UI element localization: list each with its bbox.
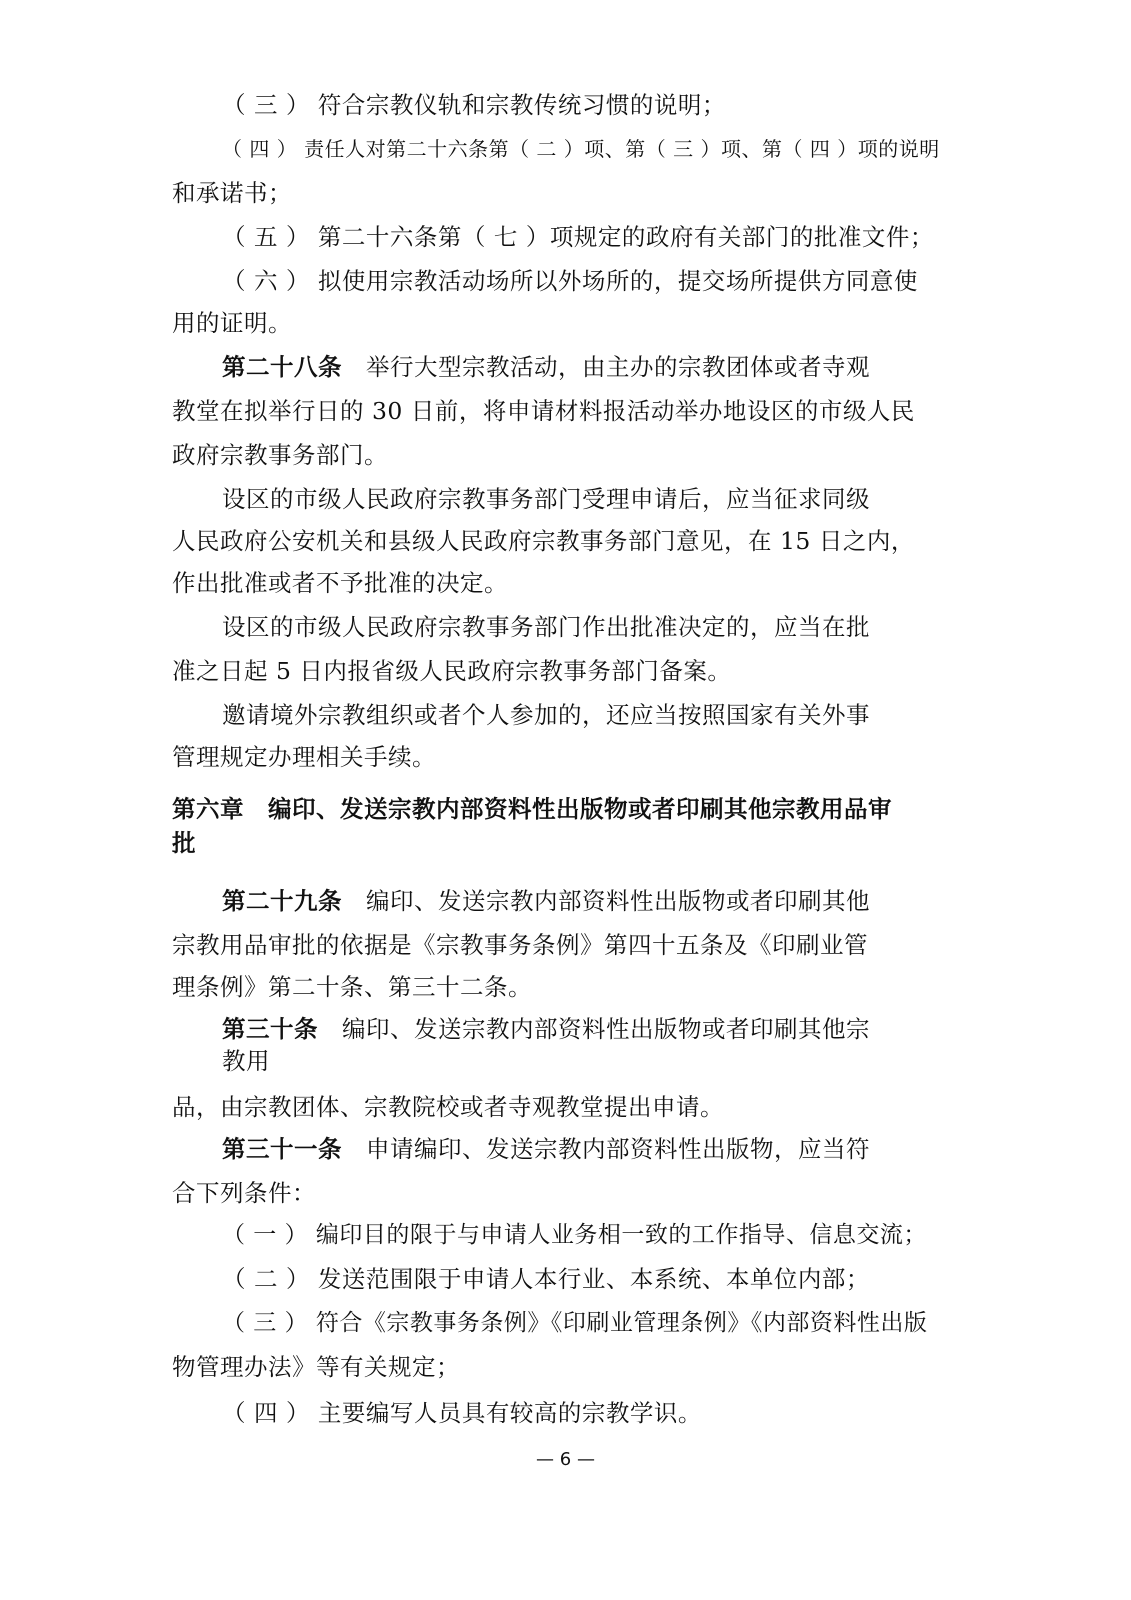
text-line: 准之日起 5 日内报省级人民政府宗教事务部门备案。 (172, 657, 732, 685)
text-line: 和承诺书； (172, 179, 292, 207)
text-line: 人民政府公安机关和县级人民政府宗教事务部门意见，在 15 日之内， (172, 527, 915, 555)
text-line: （ 三 ） 符合宗教仪轨和宗教传统习惯的说明； (222, 91, 726, 119)
text-line: 合下列条件： (172, 1179, 316, 1207)
article-heading: 第三十条 (222, 1015, 318, 1043)
text-line: 宗教用品审批的依据是《宗教事务条例》第四十五条及《印刷业管 (172, 931, 868, 959)
text-line: （ 四 ） 责任人对第二十六条第（ 二 ）项、第（ 三 ）项、第（ 四 ）项的说明 (222, 137, 940, 161)
article-31 (222, 1132, 870, 1166)
text-line: （ 六 ） 拟使用宗教活动场所以外场所的，提交场所提供方同意使 (222, 267, 918, 295)
article-29 (222, 884, 870, 918)
article-text: 编印、发送宗教内部资料性出版物或者印刷其他 (366, 887, 870, 915)
article-text: 编印、发送宗教内部资料性出版物或者印刷其他宗 (342, 1015, 870, 1043)
article-text: 申请编印、发送宗教内部资料性出版物，应当符 (366, 1135, 870, 1163)
text-line: 教堂在拟举行日的 30 日前，将申请材料报活动举办地设区的市级人民 (172, 397, 915, 425)
chapter-heading: 第六章 编印、发送宗教内部资料性出版物或者印刷其他宗教用品审 (172, 795, 892, 823)
chapter-heading-cont: 批 (172, 829, 196, 857)
article-text: 举行大型宗教活动，由主办的宗教团体或者寺观 (366, 353, 870, 381)
text-line: （ 四 ） 主要编写人员具有较高的宗教学识。 (222, 1399, 702, 1427)
text-line: 邀请境外宗教组织或者个人参加的，还应当按照国家有关外事 (222, 701, 870, 729)
text-line: 设区的市级人民政府宗教事务部门作出批准决定的，应当在批 (222, 613, 870, 641)
page-number: — 6 — (536, 1449, 595, 1470)
text-line: （ 五 ） 第二十六条第（ 七 ）项规定的政府有关部门的批准文件； (222, 223, 934, 251)
text-line: （ 一 ） 编印目的限于与申请人业务相一致的工作指导、信息交流； (222, 1222, 927, 1248)
article-heading: 第三十一条 (222, 1135, 342, 1163)
article-30 (222, 1012, 870, 1046)
article-28 (222, 350, 870, 384)
text-line: 设区的市级人民政府宗教事务部门受理申请后，应当征求同级 (222, 485, 870, 513)
text-line: 政府宗教事务部门。 (172, 441, 388, 469)
text-line: （ 三 ） 符合《宗教事务条例》《印刷业管理条例》《内部资料性出版 (222, 1310, 928, 1336)
text-line: 品，由宗教团体、宗教院校或者寺观教堂提出申请。 (172, 1093, 724, 1121)
article-heading: 第二十八条 (222, 353, 342, 381)
text-line: 作出批准或者不予批准的决定。 (172, 569, 508, 597)
text-line: 物管理办法》等有关规定； (172, 1353, 460, 1381)
text-line: 管理规定办理相关手续。 (172, 743, 436, 771)
text-line: 教用 (222, 1047, 270, 1075)
text-line: 理条例》第二十条、第三十二条。 (172, 973, 532, 1001)
article-heading: 第二十九条 (222, 887, 342, 915)
text-line: 用的证明。 (172, 309, 292, 337)
text-line: （ 二 ） 发送范围限于申请人本行业、本系统、本单位内部； (222, 1265, 870, 1293)
